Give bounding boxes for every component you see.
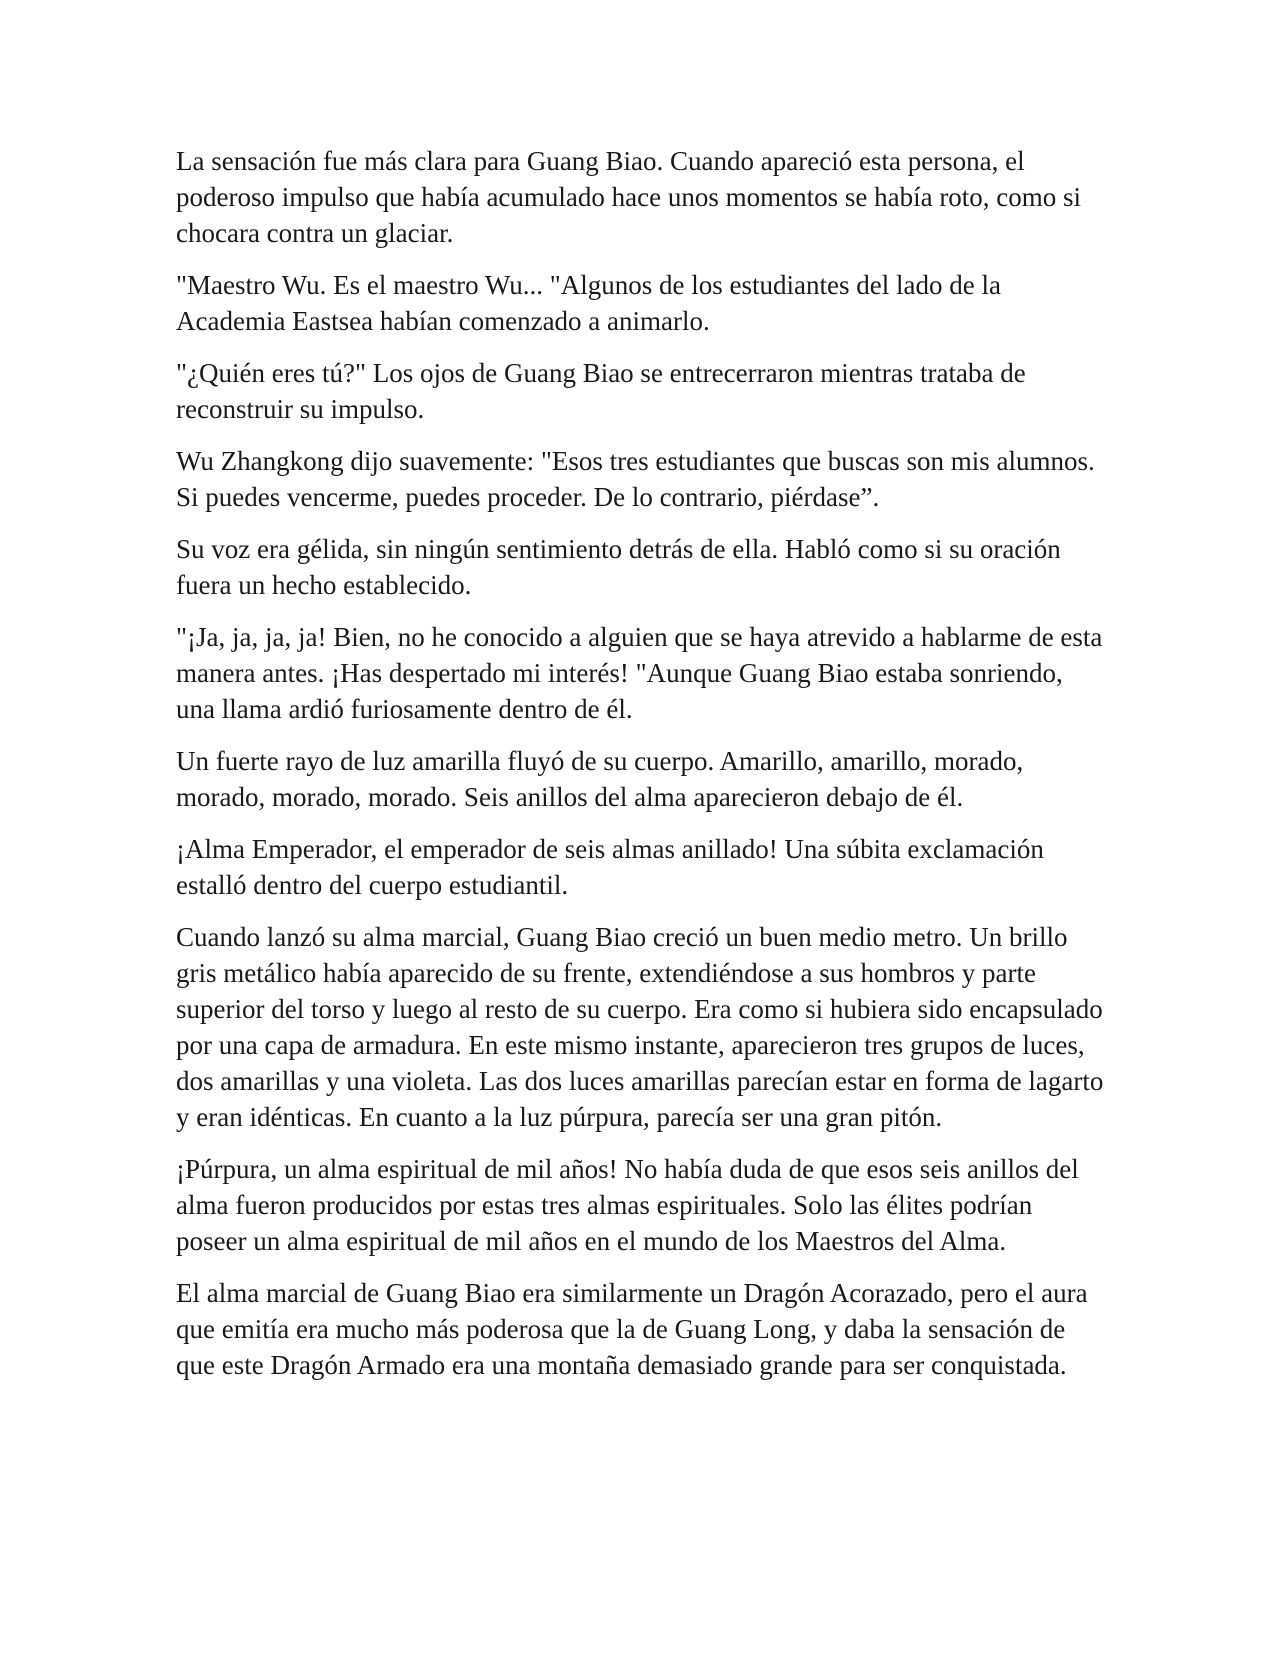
- document-page: [176, 143, 1106, 1399]
- paragraph-6: "¡Ja, ja, ja, ja! Bien, no he conocido a alguien que se haya atrevido a hablarme de esta manera antes. ¡Has despertado mi interés! "Aunque Guang Biao estaba sonriendo, una llama ardió furiosamente dentro de él.: [176, 622, 1103, 724]
- paragraph-10: ¡Púrpura, un alma espiritual de mil años! No había duda de que esos seis anillos del alma fueron producidos por estas tres almas espirituales. Solo las élites podrían poseer un alma espiritual de mil años en el mundo de los Maestros del Alma.: [176, 1154, 1079, 1256]
- paragraph-8: ¡Alma Emperador, el emperador de seis almas anillado! Una súbita exclamación estalló dentro del cuerpo estudiantil.: [176, 834, 1044, 900]
- paragraph-11: El alma marcial de Guang Biao era similarmente un Dragón Acorazado, pero el aura que emitía era mucho más poderosa que la de Guang Long, y daba la sensación de que este Dragón Armado era una montaña demasiado grande para ser conquistada.: [176, 1278, 1088, 1380]
- paragraph-1: La sensación fue más clara para Guang Biao. Cuando apareció esta persona, el poderoso impulso que había acumulado hace unos momentos se había roto, como si chocara contra un glaciar.: [176, 146, 1082, 248]
- paragraph-5: Su voz era gélida, sin ningún sentimiento detrás de ella. Habló como si su oración fuera un hecho establecido.: [176, 534, 1061, 600]
- paragraph-4: Wu Zhangkong dijo suavemente: "Esos tres estudiantes que buscas son mis alumnos. Si puedes vencerme, puedes proceder. De lo contrario, piérdase”.: [176, 446, 1095, 512]
- paragraph-3: "¿Quién eres tú?" Los ojos de Guang Biao se entrecerraron mientras trataba de reconstruir su impulso.: [176, 358, 1026, 424]
- paragraph-2: "Maestro Wu. Es el maestro Wu... "Algunos de los estudiantes del lado de la Academia Eastsea habían comenzado a animarlo.: [176, 270, 1001, 336]
- paragraph-9: Cuando lanzó su alma marcial, Guang Biao creció un buen medio metro. Un brillo gris metálico había aparecido de su frente, extendiéndose a sus hombros y parte superior del torso y luego al resto de su cuerpo. Era como si hubiera sido encapsulado por una capa de armadura. En este mismo instante, aparecieron tres grupos de luces, dos amarillas y una violeta. Las dos luces amarillas parecían estar en forma de lagarto y eran idénticas. En cuanto a la luz púrpura, parecía ser una gran pitón.: [176, 922, 1104, 1132]
- paragraph-7: Un fuerte rayo de luz amarilla fluyó de su cuerpo. Amarillo, amarillo, morado, morado, morado, morado. Seis anillos del alma aparecieron debajo de él.: [176, 746, 1024, 812]
